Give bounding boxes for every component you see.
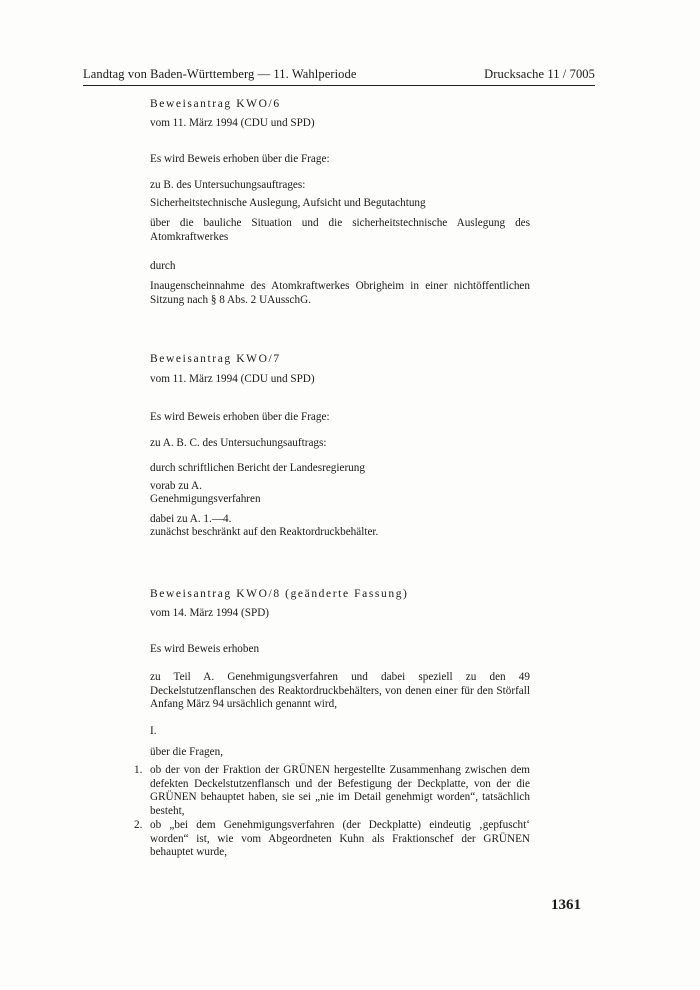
kwo7-title: Beweisantrag KWO/7 bbox=[150, 353, 281, 365]
kwo6-intro: Es wird Beweis erhoben über die Frage: bbox=[150, 153, 330, 165]
kwo6-title: Beweisantrag KWO/6 bbox=[150, 98, 281, 110]
kwo6-question: über die bauliche Situation und die sicherheitstechnische Auslegung des Atomkraftwerkes bbox=[150, 217, 530, 243]
kwo7-limit-line2: zunächst beschränkt auf den Reaktordruckbehälter. bbox=[150, 526, 379, 538]
kwo7-intro: Es wird Beweis erhoben über die Frage: bbox=[150, 411, 330, 423]
item-text: ob „bei dem Genehmigungsverfahren (der Deckplatte) eindeutig ‚gepfuscht‘ worden“ ist, wie vom Abgeordneten Kuhn als Fraktionschef der GRÜNEN behauptet wurde, bbox=[150, 819, 530, 858]
item-text: ob der von der Fraktion der GRÜNEN hergestellte Zusammenhang zwischen dem defekten Deckelstutzenflansch und der Befestigung der Deckplatte, von der die GRÜNEN behauptet haben, sie sei „nie im Detail genehmigt worden“, tatsächlich besteht, bbox=[150, 764, 530, 817]
kwo6-means-label: durch bbox=[150, 260, 176, 272]
kwo8-question-item bbox=[134, 764, 530, 818]
kwo7-means: durch schriftlichen Bericht der Landesregierung bbox=[150, 462, 365, 474]
kwo8-context: zu Teil A. Genehmigungsverfahren und dabei speziell zu den 49 Deckelstutzenflanschen des Reaktordruckbehälters, von denen einer für den Störfall Anfang März 94 ursächlich genannt wird, bbox=[150, 671, 530, 710]
kwo8-date: vom 14. März 1994 (SPD) bbox=[150, 607, 270, 619]
kwo6-scope: zu B. des Untersuchungsauftrages: bbox=[150, 179, 306, 191]
kwo7-pre-line2: Genehmigungsverfahren bbox=[150, 493, 261, 505]
kwo7-date: vom 11. März 1994 (CDU und SPD) bbox=[150, 373, 315, 385]
kwo6-topic: Sicherheitstechnische Auslegung, Aufsicht und Begutachtung bbox=[150, 197, 426, 209]
header-parliament: Landtag von Baden-Württemberg — 11. Wahlperiode bbox=[83, 67, 357, 81]
kwo8-intro: Es wird Beweis erhoben bbox=[150, 643, 260, 655]
header-document-number: Drucksache 11 / 7005 bbox=[484, 67, 595, 81]
page-header bbox=[83, 67, 595, 86]
kwo8-title: Beweisantrag KWO/8 (geänderte Fassung) bbox=[150, 588, 409, 600]
kwo6-date: vom 11. März 1994 (CDU und SPD) bbox=[150, 117, 315, 129]
kwo7-pre-line1: vorab zu A. bbox=[150, 480, 202, 492]
kwo8-questions-label: über die Fragen, bbox=[150, 746, 224, 758]
kwo7-scope: zu A. B. C. des Untersuchungsauftrags: bbox=[150, 437, 327, 449]
kwo8-section: I. bbox=[150, 725, 157, 737]
item-number: 1. bbox=[134, 764, 143, 776]
kwo6-means: Inaugenscheinnahme des Atomkraftwerkes Obrigheim in einer nichtöffentlichen Sitzung nach § 8 Abs. 2 UAusschG. bbox=[150, 280, 530, 306]
kwo8-question-item bbox=[134, 819, 530, 860]
kwo7-limit-line1: dabei zu A. 1.—4. bbox=[150, 513, 232, 525]
page-number: 1361 bbox=[551, 897, 581, 913]
item-number: 2. bbox=[134, 819, 143, 831]
